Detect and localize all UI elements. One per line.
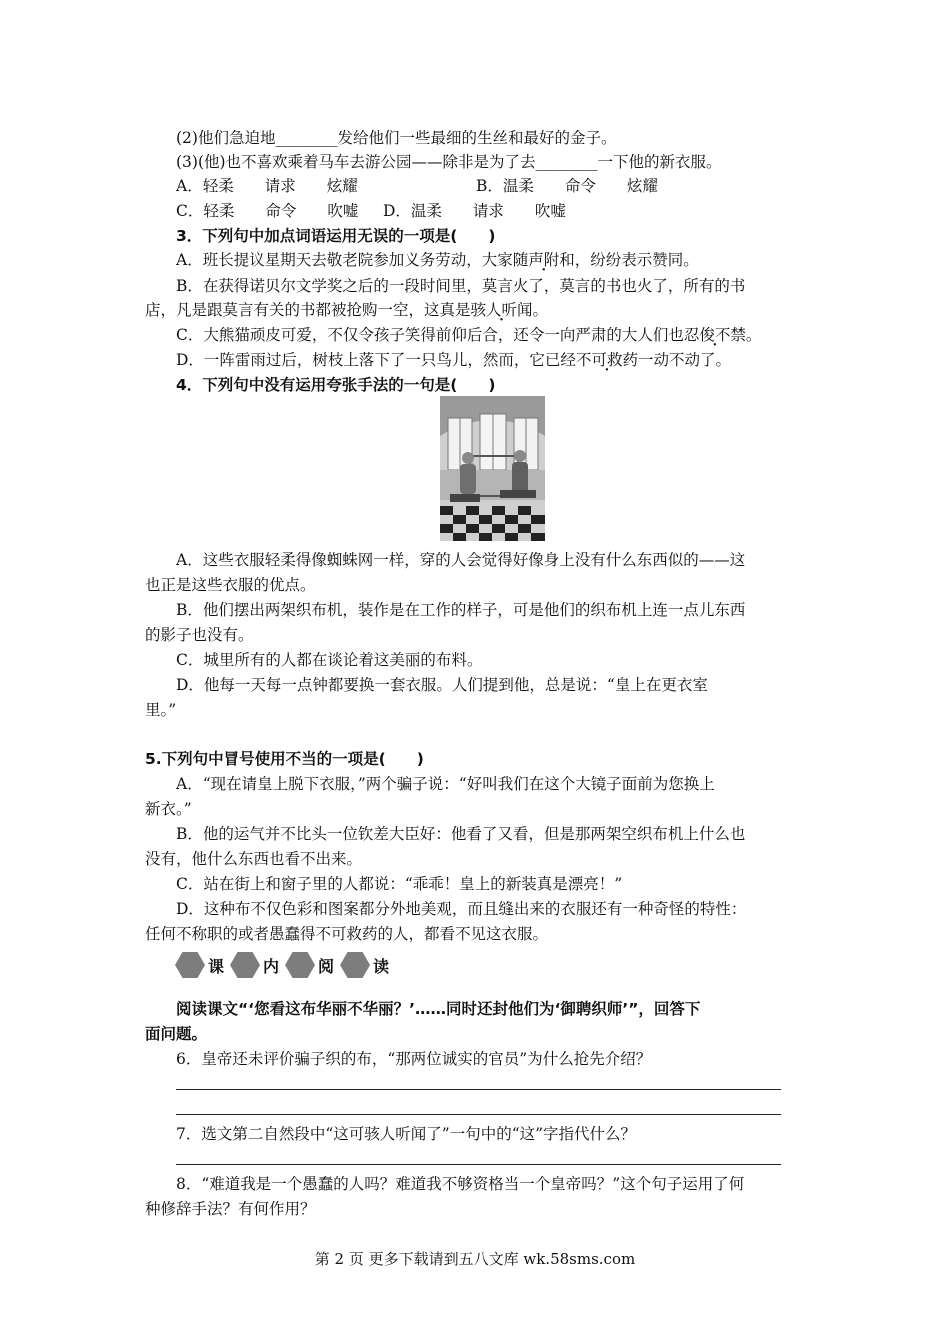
q2-option-d: D．温柔 请求 吹嘘 [383, 202, 566, 220]
answer-line[interactable] [176, 1164, 781, 1165]
q2-option-a: A．轻柔 请求 炫耀 [176, 177, 358, 195]
q4-option-d-line1: D．他每一天每一点钟都要换一套衣服。人们提到他，总是说：“皇上在更衣室 [176, 676, 708, 694]
q4-stem: 4．下列句中没有运用夸张手法的一句是( ) [176, 376, 496, 394]
page-footer: 第 2 页 更多下载请到五八文库 wk.58sms.com [314, 1250, 636, 1268]
q4-option-b-line1: B．他们摆出两架织布机，装作是在工作的样子，可是他们的织布机上连一点儿东西 [176, 601, 746, 619]
q5-option-a-line1: A．“现在请皇上脱下衣服，”两个骗子说：“好叫我们在这个大镜子面前为您换上 [176, 775, 715, 793]
q4-option-d-line2: 里。” [145, 701, 177, 719]
q5-option-a-line2: 新衣。” [145, 800, 192, 818]
q5-option-b-line2: 没有，他什么东西也看不出来。 [145, 850, 363, 868]
q4-option-b-line2: 的影子也没有。 [145, 626, 254, 644]
q3-option-d: D．一阵雷雨过后，树枝上落下了一只鸟儿，然而，它已经不可救药一动不动了。 [176, 351, 731, 369]
q2-line2: (2)他们急迫地________发给他们一些最细的生丝和最好的金子。 [176, 129, 617, 147]
q3-option-c: C．大熊猫顽皮可爱，不仅令孩子笑得前仰后合，还令一向严肃的大人们也忍俊不禁。 [176, 326, 762, 344]
section-header-in-class-reading: 课 内 阅 读 [175, 952, 393, 978]
q3-option-b-line1: B．在获得诺贝尔文学奖之后的一段时间里，莫言火了，莫言的书也火了，所有的书 [176, 277, 746, 295]
q2-option-c: C．轻柔 命令 吹嘘 [176, 202, 359, 220]
weavers-illustration [440, 396, 545, 541]
hexagon-icon [230, 952, 260, 978]
q7-stem: 7．选文第二自然段中“这可骇人听闻了”一句中的“这”字指代什么？ [176, 1125, 637, 1143]
q4-option-a-line1: A．这些衣服轻柔得像蜘蛛网一样，穿的人会觉得好像身上没有什么东西似的——这 [176, 551, 746, 569]
q8-stem-line1: 8．“难道我是一个愚蠢的人吗？难道我不够资格当一个皇帝吗？”这个句子运用了何 [176, 1175, 745, 1193]
reading-intro-line2: 面问题。 [145, 1025, 208, 1043]
q2-line3: (3)(他)也不喜欢乘着马车去游公园——除非是为了去________一下他的新衣服。 [176, 153, 722, 171]
dotted-term: 忍俊不禁 [683, 326, 746, 344]
q3-stem: 3．下列句中加点词语运用无误的一项是( ) [176, 227, 496, 245]
q6-stem: 6．皇帝还未评价骗子织的布，“那两位诚实的官员”为什么抢先介绍？ [176, 1050, 652, 1068]
q4-option-a-line2: 也正是这些衣服的优点。 [145, 576, 316, 594]
dotted-term: 随声附和 [512, 251, 575, 269]
q5-option-d-line1: D．这种布不仅色彩和图案都分外地美观，而且缝出来的衣服还有一种奇怪的特性： [176, 900, 747, 918]
hexagon-icon [285, 952, 315, 978]
dotted-term: 骇人听闻 [470, 301, 533, 319]
hexagon-icon [175, 952, 205, 978]
dotted-term: 不可救药 [575, 351, 638, 369]
q3-option-a: A．班长提议星期天去敬老院参加义务劳动，大家随声附和，纷纷表示赞同。 [176, 251, 699, 269]
q2-option-b: B．温柔 命令 炫耀 [476, 177, 658, 195]
q3-option-b-line2: 店，凡是跟莫言有关的书都被抢购一空，这真是骇人听闻。 [145, 301, 549, 319]
reading-intro-line1: 阅读课文“‘您看这布华丽不华丽？’……同时还封他们为‘御聘织师’”，回答下 [176, 1000, 701, 1018]
answer-line[interactable] [176, 1089, 781, 1090]
answer-line[interactable] [176, 1114, 781, 1115]
q5-option-b-line1: B．他的运气并不比头一位钦差大臣好：他看了又看，但是那两架空织布机上什么也 [176, 825, 746, 843]
q4-option-c: C．城里所有的人都在谈论着这美丽的布料。 [176, 651, 483, 669]
hexagon-icon [340, 952, 370, 978]
q8-stem-line2: 种修辞手法？有何作用？ [145, 1200, 316, 1218]
q5-option-c: C．站在街上和窗子里的人都说：“乖乖！皇上的新装真是漂亮！” [176, 875, 623, 893]
q5-stem: 5.下列句中冒号使用不当的一项是( ) [145, 750, 424, 768]
q5-option-d-line2: 任何不称职的或者愚蠢得不可救药的人，都看不见这衣服。 [145, 925, 549, 943]
